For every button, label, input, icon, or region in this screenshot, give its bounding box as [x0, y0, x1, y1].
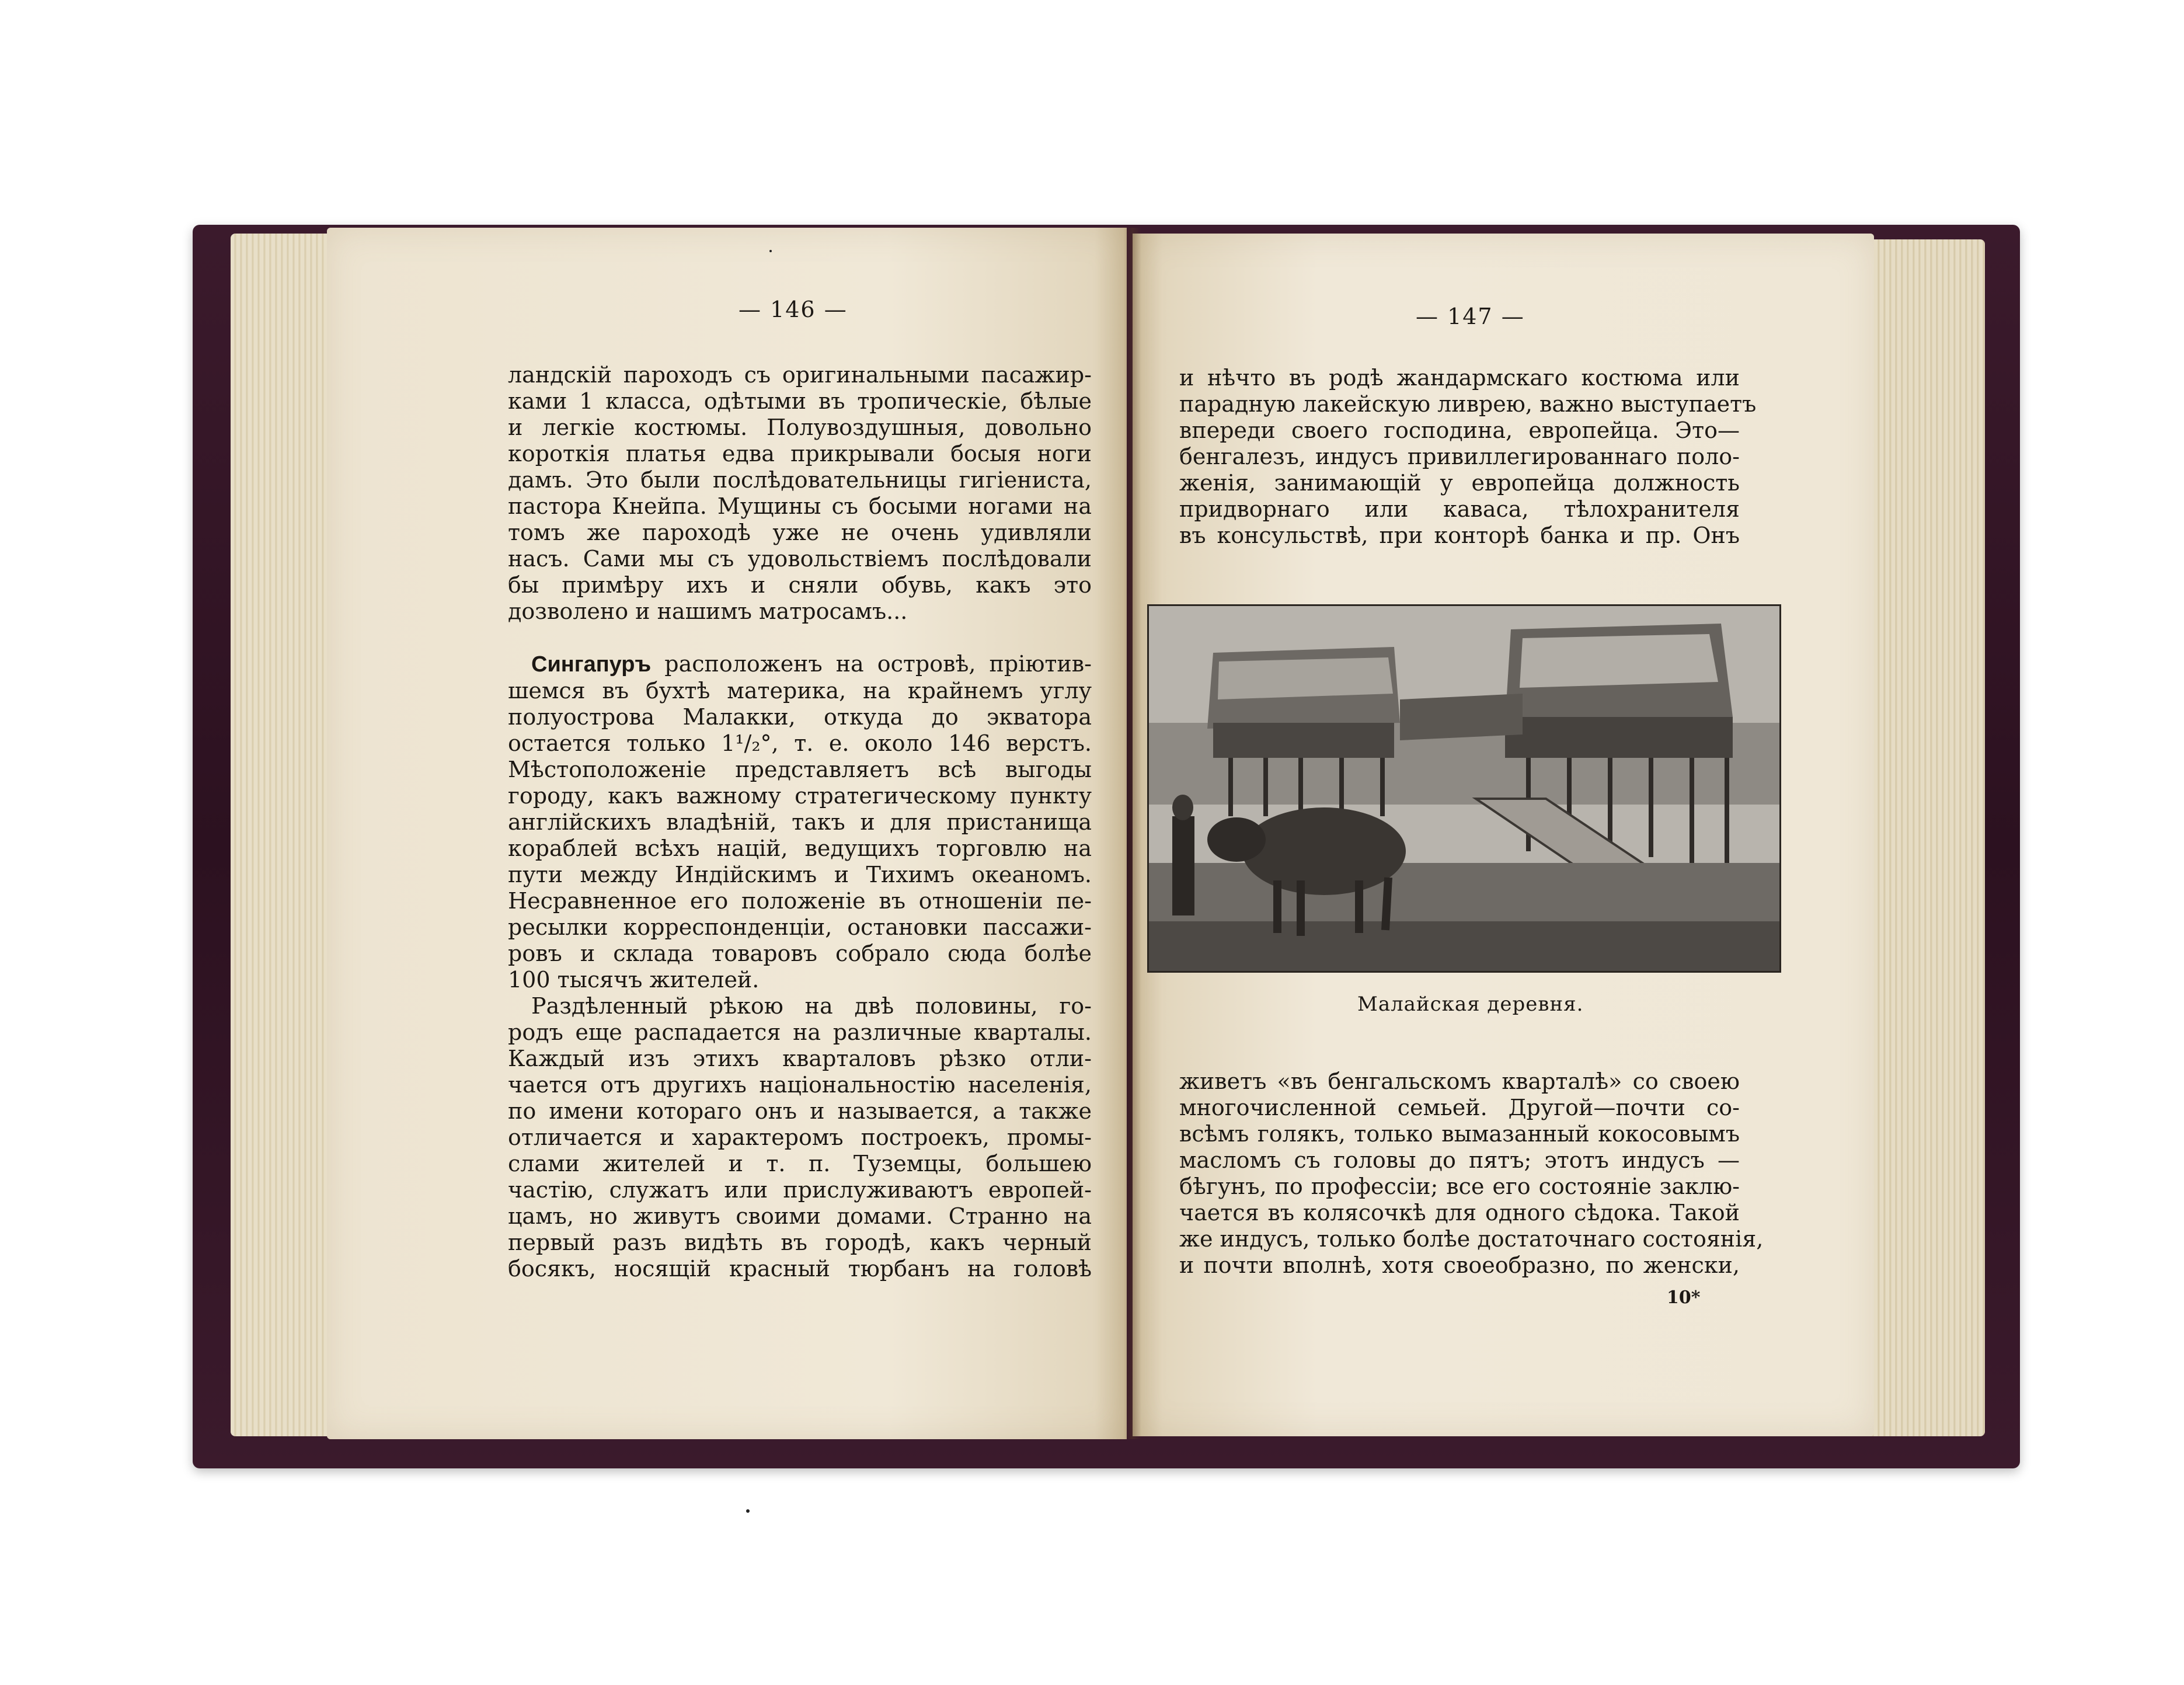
text-line: частію, служатъ или прислуживаютъ европей- [508, 1177, 1092, 1203]
text-line: многочисленной семьей. Другой—почти со- [1179, 1095, 1740, 1120]
paragraph-2-first-line [508, 651, 1092, 678]
text-line: ресылки корреспонденціи, остановки пассажи- [508, 914, 1092, 940]
text-line: шемся въ бухтѣ материка, на крайнемъ углу [508, 678, 1092, 704]
text-line: Каждый изъ этихъ кварталовъ рѣзко отли- [508, 1046, 1092, 1071]
text-line: и почти вполнѣ, хотя своеобразно, по женски, [1179, 1252, 1740, 1278]
text-line: пути между Индійскимъ и Тихимъ океаномъ. [508, 862, 1092, 887]
text-line: въ консульствѣ, при конторѣ банка и пр. Онъ [1179, 523, 1740, 548]
paragraph-2 [508, 678, 1092, 993]
text-line: чается въ колясочкѣ для одного сѣдока. Такой [1179, 1200, 1740, 1226]
speck [746, 1509, 750, 1513]
text-line: впереди своего господина, европейца. Это— [1179, 417, 1740, 443]
text-line: бенгалезъ, индусъ привиллегированнаго поло- [1179, 444, 1740, 469]
text-line: Раздѣленный рѣкою на двѣ половины, го- [531, 993, 1092, 1019]
signature-mark: 10* [1667, 1287, 1701, 1308]
text-line: ками 1 класса, одѣтыми въ тропическіе, бѣлые [508, 388, 1092, 414]
right-page-text-top [1179, 365, 1757, 549]
paragraph-1 [508, 362, 1092, 625]
text-line: женія, занимающій у европейца должность [1179, 470, 1740, 496]
text-line: босякъ, носящій красный тюрбанъ на головѣ [508, 1256, 1092, 1282]
right-paragraph-bottom [1179, 1068, 1764, 1279]
text-line: ровъ и склада товаровъ собрало сюда болѣе [508, 941, 1092, 966]
text-line: насъ. Сами мы съ удовольствіемъ послѣдовали [508, 546, 1092, 572]
text-line: всѣмъ голякъ, только вымазанный кокосовымъ [1179, 1121, 1740, 1147]
text-line: отличается и характеромъ построекъ, промы- [508, 1125, 1092, 1150]
malay-village-illustration [1147, 604, 1781, 973]
text-line: парадную лакейскую ливрею, важно выступаетъ [1179, 391, 1757, 417]
village-engraving [1149, 606, 1779, 971]
paragraph-2-first-line-text: расположенъ на островѣ, пріютив- [651, 651, 1092, 677]
paragraph-3 [508, 993, 1092, 1282]
text-line: кораблей всѣхъ націй, ведущихъ торговлю на [508, 835, 1092, 861]
text-line: родъ еще распадается на различные кварталы. [508, 1019, 1092, 1045]
book-gutter [1124, 228, 1141, 1439]
text-line: же индусъ, только болѣе достаточнаго состоянія, [1179, 1226, 1764, 1252]
illustration-caption: Малайская деревня. [1357, 993, 1584, 1016]
left-page-number: — 146 — [739, 297, 848, 322]
text-line: цамъ, но живутъ своими домами. Странно на [508, 1203, 1092, 1229]
speck [769, 250, 772, 252]
text-line: пастора Кнейпа. Мущины съ босыми ногами на [508, 493, 1092, 519]
text-line: и нѣчто въ родѣ жандармскаго костюма или [1179, 365, 1740, 391]
right-page-number: — 147 — [1416, 304, 1525, 329]
text-line: 100 тысячъ жителей. [508, 967, 760, 993]
text-line: городу, какъ важному стратегическому пункту [508, 783, 1092, 809]
text-line: полуострова Малакки, откуда до экватора [508, 704, 1092, 730]
text-line: придворнаго или каваса, тѣлохранителя [1179, 496, 1740, 522]
text-line: бы примѣру ихъ и сняли обувь, какъ это [508, 572, 1092, 598]
text-line: томъ же пароходѣ уже не очень удивляли [508, 520, 1092, 545]
lead-word-singapore: Сингапуръ [531, 652, 652, 677]
text-line: англійскихъ владѣній, такъ и для пристанища [508, 809, 1092, 835]
text-line: бѣгунъ, по профессіи; все его состояніе заклю- [1179, 1174, 1740, 1199]
text-line: Несравненное его положеніе въ отношеніи пе- [508, 888, 1092, 914]
text-line: по имени котораго онъ и называется, а также [508, 1098, 1092, 1124]
text-line: и легкіе костюмы. Полувоздушныя, довольно [508, 415, 1092, 440]
text-line: дамъ. Это были послѣдовательницы гигіениста, [508, 467, 1092, 493]
text-line: короткія платья едва прикрывали босыя ноги [508, 441, 1092, 466]
right-paragraph-top [1179, 365, 1757, 549]
text-line: остается только 1¹/₂°, т. е. около 146 верстъ. [508, 730, 1092, 756]
text-line: первый разъ видѣть въ городѣ, какъ черный [508, 1230, 1092, 1255]
text-line: масломъ съ головы до пятъ; этотъ индусъ — [1179, 1147, 1740, 1173]
text-line: живетъ «въ бенгальскомъ кварталѣ» со своею [1179, 1068, 1740, 1094]
right-page-edges [1856, 239, 1985, 1436]
left-page-text [508, 362, 1092, 1282]
text-line: слами жителей и т. п. Туземцы, большею [508, 1151, 1092, 1176]
text-line: ландскій пароходъ съ оригинальными пасажир- [508, 362, 1092, 388]
text-line: дозволено и нашимъ матросамъ... [508, 598, 908, 624]
text-line: чается отъ другихъ національностію населенія, [508, 1072, 1092, 1098]
text-line: Мѣстоположеніе представляетъ всѣ выгоды [508, 757, 1092, 782]
right-page-text-bottom [1179, 1068, 1764, 1279]
